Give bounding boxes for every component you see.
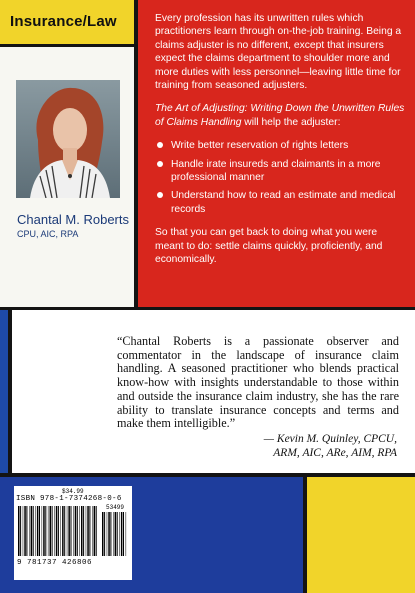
author-photo	[16, 80, 120, 198]
benefit-item	[155, 139, 405, 152]
description-closing: So that you can get back to doing what you were meant to do: settle claims quickly, proficiently, and economically.	[155, 227, 383, 266]
benefits-list	[155, 139, 405, 216]
benefit-item	[155, 189, 405, 216]
benefit-item	[155, 158, 405, 185]
attribution-line-2: ARM, AIC, ARe, AIM, RPA	[273, 447, 397, 459]
book-title-suffix: will help the adjuster:	[241, 116, 341, 128]
grid-line-middle	[0, 307, 415, 310]
author-portrait-graphic	[16, 80, 120, 198]
ean-barcode-bars	[18, 506, 98, 556]
grid-line-quote-left	[8, 310, 12, 473]
grid-line-under-category	[0, 44, 134, 47]
book-description	[155, 12, 405, 277]
endorsement-quote: “Chantal Roberts is a passionate observer and commentator in the landscape of insurance claim handling. A seasoned practitioner who blends practical know-how with insights understandable to those within and outside the insurance claim industry, she has the rare ability to translate insurance concepts and terms and make them intelligible.”	[117, 334, 399, 431]
ean-digits: 9 781737 426806	[17, 559, 93, 567]
book-title-italic: The Art of Adjusting: Writing Down the Unwritten Rules of Claims Handling	[155, 103, 405, 128]
category-label: Insurance/Law	[10, 13, 117, 30]
bullet-icon	[157, 192, 163, 198]
isbn-label: ISBN 978-1-7374268-0-6	[16, 495, 122, 503]
author-credentials: CPU, AIC, RPA	[17, 229, 79, 239]
attribution-line-1: — Kevin M. Quinley, CPCU,	[263, 433, 397, 445]
benefit-text: Understand how to read an estimate and medical records	[171, 190, 396, 215]
author-name: Chantal M. Roberts	[17, 212, 129, 227]
bullet-icon	[157, 161, 163, 167]
price-label: $34.99	[62, 488, 84, 495]
grid-line-vertical-bottom	[303, 477, 307, 593]
isbn-barcode	[14, 486, 132, 580]
quote-attribution	[157, 432, 397, 460]
addon-barcode-bars	[102, 512, 128, 556]
grid-line-lower	[0, 473, 415, 477]
benefit-text: Write better reservation of rights letters	[171, 140, 349, 152]
yellow-block-bottom	[307, 477, 415, 593]
benefit-text: Handle irate insureds and claimants in a more professional manner	[171, 158, 381, 184]
blue-stripe-left	[0, 310, 8, 473]
bullet-icon	[157, 142, 163, 148]
description-intro: Every profession has its unwritten rules which practitioners learn through on-the-job training. Being a claims adjuster is no different, except that insurers expect the claims department to shoulder more and more duties with less personnel—leaving little time for training from seasoned adjusters.	[155, 13, 402, 92]
grid-line-vertical-top	[134, 0, 138, 307]
description-title-paragraph	[155, 102, 405, 129]
barcode-addon-number: 53499	[106, 504, 125, 511]
